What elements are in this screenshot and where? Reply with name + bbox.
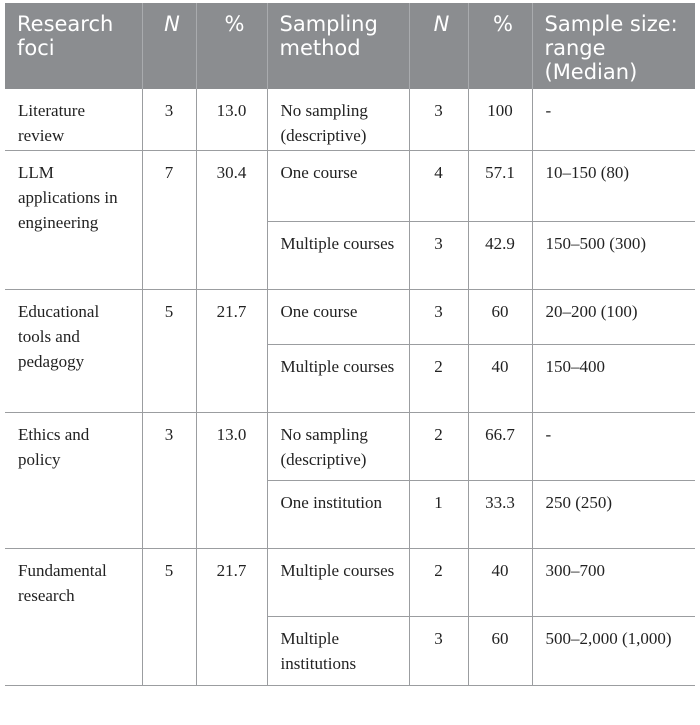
table-row xyxy=(5,412,695,480)
header-sample-size: Sample size: range (Median) xyxy=(532,3,695,89)
cell-n: 5 xyxy=(142,548,196,685)
cell-percent: 13.0 xyxy=(196,412,267,548)
cell-research-foci: Literature review xyxy=(5,89,142,150)
header-sampling-method: Sampling method xyxy=(267,3,409,89)
cell-n-method: 2 xyxy=(409,548,468,616)
cell-sample-size: - xyxy=(532,89,695,150)
table-row xyxy=(5,89,695,150)
header-n: N xyxy=(142,3,196,89)
cell-sampling-method: Multiple courses xyxy=(267,221,409,289)
cell-sample-size: - xyxy=(532,412,695,480)
header-n-method: N xyxy=(409,3,468,89)
cell-sample-size: 300–700 xyxy=(532,548,695,616)
cell-sample-size: 10–150 (80) xyxy=(532,150,695,221)
cell-sample-size: 250 (250) xyxy=(532,480,695,548)
cell-percent-method: 40 xyxy=(468,344,532,412)
cell-sample-size: 500–2,000 (1,000) xyxy=(532,616,695,685)
cell-percent-method: 66.7 xyxy=(468,412,532,480)
cell-percent-method: 40 xyxy=(468,548,532,616)
cell-n-method: 2 xyxy=(409,412,468,480)
cell-n-method: 3 xyxy=(409,221,468,289)
cell-n: 5 xyxy=(142,289,196,412)
cell-n: 3 xyxy=(142,412,196,548)
cell-sample-size: 150–400 xyxy=(532,344,695,412)
cell-n-method: 4 xyxy=(409,150,468,221)
table-row xyxy=(5,548,695,616)
cell-percent: 30.4 xyxy=(196,150,267,289)
cell-research-foci: Educational tools and pedagogy xyxy=(5,289,142,412)
header-percent-method: % xyxy=(468,3,532,89)
cell-sampling-method: No sampling (descriptive) xyxy=(267,89,409,150)
cell-sampling-method: One course xyxy=(267,150,409,221)
header-row xyxy=(5,3,695,89)
cell-sampling-method: No sampling (descriptive) xyxy=(267,412,409,480)
cell-sampling-method: Multiple institutions xyxy=(267,616,409,685)
cell-sampling-method: One course xyxy=(267,289,409,344)
header-percent: % xyxy=(196,3,267,89)
research-summary-table xyxy=(5,3,695,686)
cell-sampling-method: One institution xyxy=(267,480,409,548)
cell-percent-method: 57.1 xyxy=(468,150,532,221)
cell-research-foci: Fundamental research xyxy=(5,548,142,685)
cell-sample-size: 150–500 (300) xyxy=(532,221,695,289)
cell-percent: 13.0 xyxy=(196,89,267,150)
cell-sampling-method: Multiple courses xyxy=(267,548,409,616)
cell-percent-method: 60 xyxy=(468,616,532,685)
cell-n-method: 1 xyxy=(409,480,468,548)
cell-research-foci: Ethics and policy xyxy=(5,412,142,548)
cell-sample-size: 20–200 (100) xyxy=(532,289,695,344)
cell-n-method: 2 xyxy=(409,344,468,412)
cell-percent: 21.7 xyxy=(196,548,267,685)
cell-research-foci: LLM applications in engineering xyxy=(5,150,142,289)
cell-n-method: 3 xyxy=(409,616,468,685)
table-row xyxy=(5,150,695,221)
cell-n: 7 xyxy=(142,150,196,289)
cell-percent-method: 33.3 xyxy=(468,480,532,548)
cell-n-method: 3 xyxy=(409,89,468,150)
cell-sampling-method: Multiple courses xyxy=(267,344,409,412)
cell-n: 3 xyxy=(142,89,196,150)
table-row xyxy=(5,289,695,344)
cell-percent-method: 42.9 xyxy=(468,221,532,289)
header-research-foci: Research foci xyxy=(5,3,142,89)
cell-percent: 21.7 xyxy=(196,289,267,412)
cell-n-method: 3 xyxy=(409,289,468,344)
cell-percent-method: 60 xyxy=(468,289,532,344)
cell-percent-method: 100 xyxy=(468,89,532,150)
